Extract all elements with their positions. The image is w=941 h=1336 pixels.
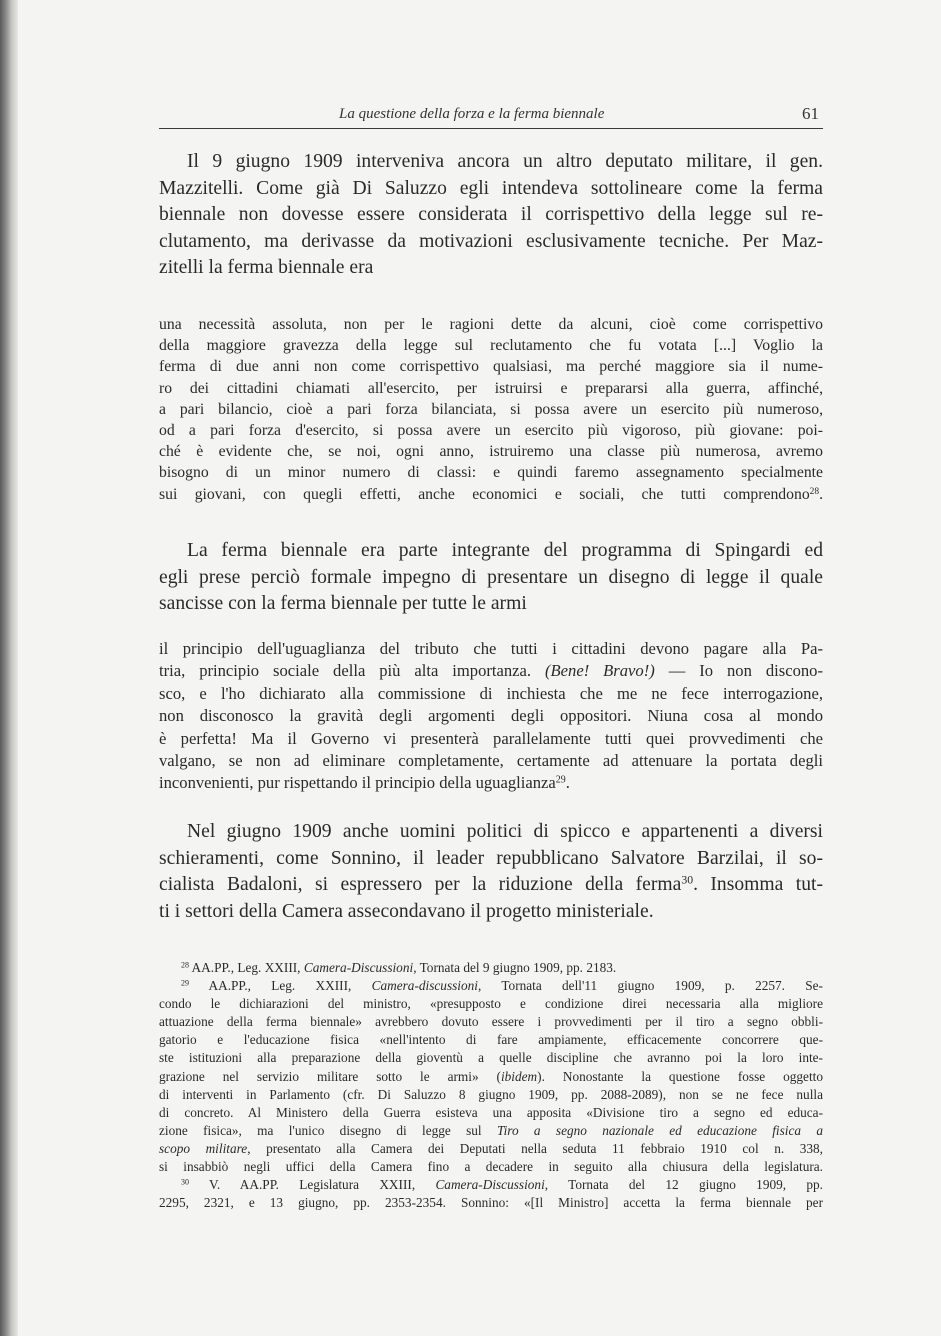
quote-line: valgano, se non ad eliminare completamente, certamente ad attenuare la portata degli (159, 751, 823, 771)
quote-line: ro dei cittadini chiamati all'esercito, per istruirsi e prepararsi alla guerra, affinché, (159, 379, 823, 397)
footnote-line (159, 1176, 823, 1194)
footnote-line: di concreto. Al Ministero della Guerra esisteva una apposita «Divisione tiro a segno ed educa- (159, 1104, 823, 1120)
footnote-ref-30[interactable]: 30 (681, 873, 694, 887)
text-line: ti i settori della Camera assecondavano il progetto ministeriale. (159, 900, 654, 922)
quote-line: sco, e l'ho dichiarato alla commissione di inchiesta che me ne fece interrogazione, (159, 683, 823, 703)
quote-text: — Io non discono- (654, 661, 823, 681)
text-line: zitelli la ferma biennale era (159, 257, 374, 279)
text-line: schieramenti, come Sonnino, il leader repubblicano Salvatore Barzilai, il so- (159, 847, 823, 869)
footnote-line (159, 1140, 823, 1158)
page-number: 61 (802, 104, 819, 123)
footnote-source: ibidem (500, 1068, 538, 1084)
footnote-line: gatorio e l'educazione fisica «nell'intento di fare ampiamente, efficacemente concorrere que- (159, 1032, 823, 1048)
footnote-line (159, 977, 823, 995)
footnote-line: ste istituzioni alla preparazione della gioventù a quelle discipline che avranno poi la loro inte- (159, 1050, 823, 1066)
text-line: La ferma biennale era parte integrante del programma di Spingardi ed (187, 540, 823, 561)
footnote-line: attuazione della ferma biennale» avrebbero dovuto essere i provvedimenti per il tiro a segno obbli- (159, 1014, 823, 1030)
footnote-line (159, 1068, 823, 1086)
footnote-text: , Tornata del 9 giugno 1909, pp. 2183. (413, 960, 617, 975)
footnote-line: 2295, 2321, e 13 giugno, pp. 2353-2354. Sonnino: «[Il Ministro] accetta la ferma biennale per (159, 1195, 823, 1211)
footnote-source: Tiro a segno nazionale ed educazione fisica a (496, 1122, 823, 1138)
quote-line: della maggiore gravezza della legge sul reclutamento che fu votata [...] Voglio la (159, 337, 823, 355)
quote-line: ché è evidente che, se noi, ogni anno, istruiremo una classe più numerosa, avremo (159, 443, 823, 461)
footnote-text: zione fisica», ma l'unico disegno di legge sul (159, 1122, 497, 1138)
text-line: Nel giugno 1909 anche uomini politici di spicco e appartenenti a diversi (187, 821, 823, 842)
footnote-text: V. AA.PP. Legislatura XXIII, (188, 1177, 436, 1193)
footnote-text: ). Nonostante la questione fosse oggetto (537, 1068, 823, 1084)
quote-line: una necessità assoluta, non per le ragioni dette da alcuni, cioè come corrispettivo (159, 316, 823, 333)
footnote-28 (159, 959, 823, 977)
footnote-source: Camera-Discussioni (435, 1177, 545, 1193)
quote-text: inconvenienti, pur rispettando il principio della uguaglianza (159, 773, 556, 793)
text-line: biennale non dovesse essere considerata il corrispettivo della legge sul re- (159, 204, 823, 226)
footnote-line (159, 959, 823, 977)
paragraph-1 (159, 149, 823, 282)
block-quote-1 (159, 314, 823, 505)
quote-line: od a pari forza d'esercito, si possa avere un esercito più vigoroso, più giovane: poi- (159, 422, 823, 440)
quote-line: bisogno di un minor numero di classi: e quindi faremo assegnamento specialmente (159, 464, 823, 482)
text-line: sancisse con la ferma biennale per tutte le armi (159, 593, 527, 615)
footnote-line: di interventi in Parlamento (cfr. Di Saluzzo 8 giugno 1909, pp. 2088-2089), non se ne fece nulla (159, 1086, 823, 1102)
quote-line: a pari bilancio, cioè a pari forza bilanciata, si possa avere un esercito più numeroso, (159, 400, 823, 418)
text-segment: cialista Badaloni, si espressero per la riduzione della ferma (159, 874, 682, 896)
footnotes (159, 959, 823, 1212)
quote-line: non disconosco la gravità degli argomenti degli oppositori. Niuna cosa al mondo (159, 706, 823, 726)
text-segment: . Insomma tut- (693, 874, 823, 896)
footnote-ref-29[interactable]: 29 (555, 774, 566, 786)
footnote-source: Camera-discussioni (371, 978, 478, 994)
quote-line (159, 660, 823, 682)
footnote-30 (159, 1176, 823, 1194)
footnote-text: AA.PP., Leg. XXIII, (188, 978, 372, 994)
footnote-29 (159, 977, 823, 995)
footnote-line (159, 1122, 823, 1140)
footnote-text: grazione nel servizio militare sotto le armi» ( (159, 1068, 501, 1084)
quote-text: sui giovani, con quegli effetti, anche economici e sociali, che tutti comprendono (159, 485, 810, 503)
quote-text: tria, principio sociale della più alta importanza. (159, 661, 546, 681)
quote-interjection: (Bene! Bravo!) (545, 661, 655, 681)
footnote-source: scopo militare (159, 1140, 248, 1156)
footnote-text: , Tornata del 12 giugno 1909, pp. (544, 1177, 824, 1193)
footnote-line: condo le dichiarazioni del ministro, «presupposto e condizione direi necessaria alla migliore (159, 996, 823, 1012)
page-header (159, 104, 823, 129)
text-line: clutamento, ma derivasse da motivazioni esclusivamente tecniche. Per Maz- (159, 230, 823, 252)
footnote-number: 30 (181, 1177, 189, 1187)
running-title: La questione della forza e la ferma biennale (339, 106, 605, 122)
quote-line: il principio dell'uguaglianza del tributo che tutti i cittadini devono pagare alla Pa- (159, 639, 823, 658)
footnote-line: si insabbiò negli uffici della Camera fino a decadere in seguito alla chiusura della legislatura. (159, 1159, 823, 1175)
quote-line-last: inconvenienti, pur rispettando il principio della uguaglianza$^{29}$. (159, 773, 570, 793)
quote-line-last: sui giovani, con quegli effetti, anche economici e sociali, che tutti comprendono$^{28}$. (159, 485, 823, 503)
text-line (159, 872, 823, 899)
paragraph-2 (159, 538, 823, 618)
text-line: Mazzitelli. Come già Di Saluzzo egli intendeva sottolineare come la ferma (159, 177, 823, 199)
footnote-text: AA.PP., Leg. XXIII, (188, 960, 304, 975)
quote-line: ferma di due anni non come corrispettivo qualsiasi, ma perché maggiore sia il nume- (159, 358, 823, 376)
footnote-text: , Tornata dell'11 giugno 1909, p. 2257. Se- (478, 978, 823, 994)
block-quote-2 (159, 638, 823, 795)
footnote-number: 29 (181, 978, 189, 988)
footnote-source: Camera-Discussioni (303, 960, 414, 975)
page-binding-shadow (0, 0, 18, 1336)
footnote-text: , presentato alla Camera dei Deputati nella seduta 11 febbraio 1910 col n. 338, (247, 1140, 823, 1156)
footnote-ref-28[interactable]: 28 (809, 486, 820, 497)
paragraph-3 (159, 819, 823, 925)
text-line: egli prese perciò formale impegno di presentare un disegno di legge il quale (159, 566, 823, 588)
footnote-number: 28 (181, 960, 189, 970)
quote-line: è perfetta! Ma il Governo vi presenterà parallelamente tutti quei provvedimenti che (159, 728, 823, 748)
text-line: Il 9 giugno 1909 interveniva ancora un altro deputato militare, il gen. (187, 151, 823, 172)
